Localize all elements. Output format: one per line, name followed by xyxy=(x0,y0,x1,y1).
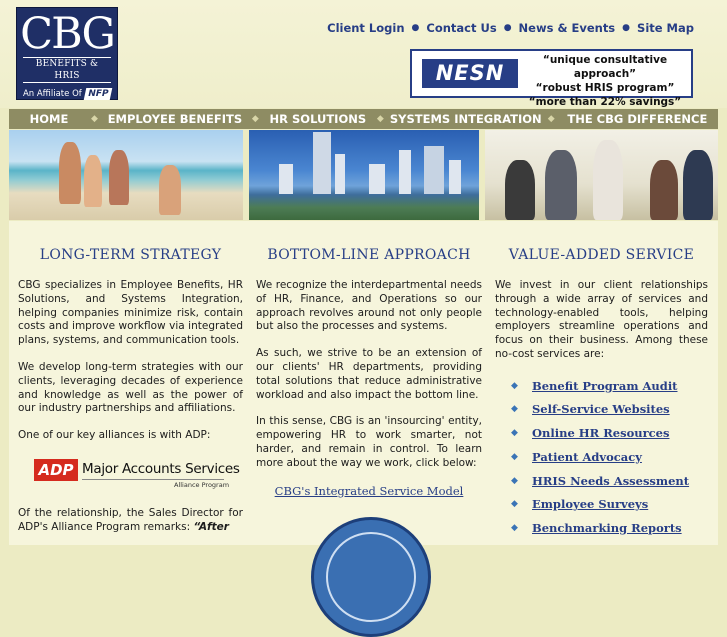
diamond-bullet-icon: ◆ xyxy=(511,522,518,533)
adp-alliance-logo[interactable] xyxy=(34,459,243,493)
paragraph: We recognize the interdepartmental needs of HR, Finance, and Operations so our approach revolves around not only people but also the processes and systems. xyxy=(256,279,482,333)
list-item[interactable] xyxy=(511,402,708,426)
business-meeting-photo xyxy=(485,130,718,220)
service-link[interactable]: Self-Service Websites xyxy=(532,402,670,417)
service-link[interactable]: Online HR Resources xyxy=(532,426,670,441)
paragraph: We invest in our client relationships through a wide array of services and technology-enabled tools, helping employers streamline operations and focus on their business. Among these no-cost services are: xyxy=(495,279,708,360)
boston-skyline-photo xyxy=(249,130,479,220)
nav-cbg-difference[interactable]: THE CBG DIFFERENCE xyxy=(567,112,708,126)
adp-subtitle: Alliance Program xyxy=(174,480,230,489)
paragraph-text: Of the relationship, the Sales Director for ADP's Alliance Program remarks: xyxy=(18,506,243,533)
integrated-service-model-link[interactable]: CBG's Integrated Service Model xyxy=(274,483,464,498)
site-map-link[interactable]: Site Map xyxy=(637,21,694,35)
list-item[interactable] xyxy=(511,450,708,474)
client-login-link[interactable]: Client Login xyxy=(327,21,405,35)
diamond-bullet-icon: ◆ xyxy=(511,380,518,391)
quote-line: “more than 22% savings” xyxy=(528,96,682,108)
nav-home[interactable]: HOME xyxy=(29,112,69,126)
diamond-bullet-icon: ◆ xyxy=(511,451,518,462)
paragraph: In this sense, CBG is an 'insourcing' entity, empowering HR to work smarter, not harder, and remain in control. To learn more about the way we work, click below: xyxy=(256,415,482,469)
logo-subtitle: BENEFITS & HRIS xyxy=(23,57,111,83)
nav-separator-icon: ◆ xyxy=(91,114,98,124)
nav-separator-icon: ◆ xyxy=(251,114,259,124)
paragraph xyxy=(18,507,243,535)
services-list xyxy=(511,379,708,545)
paragraph: One of our key alliances is with ADP: xyxy=(18,429,211,442)
diamond-bullet-icon: ◆ xyxy=(511,499,518,510)
paragraph: As such, we strive to be an extension of our clients' HR departments, providing total solutions that reduce administrative workload and also impact the bottom line. xyxy=(256,347,482,401)
diamond-bullet-icon: ◆ xyxy=(511,404,518,415)
banner-photos xyxy=(9,130,718,220)
wheel-ring xyxy=(326,532,416,622)
family-beach-photo xyxy=(9,130,243,220)
utility-links xyxy=(327,21,694,35)
column-heading: LONG-TERM STRATEGY xyxy=(39,247,222,263)
nav-separator-icon: ◆ xyxy=(547,114,555,124)
diamond-bullet-icon: ◆ xyxy=(511,475,518,486)
nesn-quotes xyxy=(520,53,690,109)
quote-line: “robust HRIS program” xyxy=(535,82,675,94)
adp-title: Major Accounts Services xyxy=(82,460,240,477)
bottom-line-approach-column xyxy=(256,221,482,498)
logo-name: CBG xyxy=(20,9,114,59)
service-model-wheel-graphic[interactable] xyxy=(311,517,431,637)
nesn-logo: NESN xyxy=(422,59,518,88)
value-added-service-column xyxy=(495,221,708,545)
column-heading: BOTTOM-LINE APPROACH xyxy=(267,247,471,263)
quote-line: “unique consultative approach” xyxy=(542,54,668,80)
nfp-logo: NFP xyxy=(83,88,112,100)
content-area xyxy=(9,221,718,545)
list-item[interactable] xyxy=(511,379,708,403)
long-term-strategy-column xyxy=(18,221,243,548)
bullet-icon: ● xyxy=(622,23,631,33)
paragraph: CBG specializes in Employee Benefits, HR Solutions, and Systems Integration, helping companies minimize risk, contain costs and improve workflow via integrated plans, systems, and communication tools. xyxy=(18,279,243,347)
cbg-logo[interactable] xyxy=(17,8,117,99)
adp-mark: ADP xyxy=(34,459,78,481)
list-item[interactable] xyxy=(511,521,708,545)
list-item[interactable] xyxy=(511,474,708,498)
nav-systems-integration[interactable]: SYSTEMS INTEGRATION xyxy=(389,112,542,126)
site-header xyxy=(0,0,727,108)
service-link[interactable]: Employee Surveys xyxy=(532,497,649,512)
service-link[interactable]: HRIS Needs Assessment xyxy=(532,473,690,488)
nav-hr-solutions[interactable]: HR SOLUTIONS xyxy=(269,112,367,126)
service-link[interactable]: Benefit Program Audit xyxy=(532,378,678,393)
nav-separator-icon: ◆ xyxy=(376,114,384,124)
paragraph: We develop long-term strategies with our clients, leveraging decades of experience and knowledge as well as the power of our industry partnerships and affiliations. xyxy=(18,360,243,415)
nesn-testimonial-banner[interactable] xyxy=(410,49,693,108)
list-item[interactable] xyxy=(511,426,708,450)
service-link[interactable]: Benchmarking Reports xyxy=(532,520,682,535)
bullet-icon: ● xyxy=(411,23,420,33)
bullet-icon: ● xyxy=(503,23,512,33)
service-link[interactable]: Patient Advocacy xyxy=(532,449,642,464)
divider xyxy=(82,479,224,480)
column-heading: VALUE-ADDED SERVICE xyxy=(508,247,695,263)
list-item[interactable] xyxy=(511,497,708,521)
quote-start: “After xyxy=(193,520,229,533)
affiliate-text: An Affiliate Of xyxy=(22,89,82,99)
news-events-link[interactable]: News & Events xyxy=(518,21,616,35)
nav-employee-benefits[interactable]: EMPLOYEE BENEFITS xyxy=(107,112,243,126)
logo-affiliate xyxy=(17,88,117,100)
diamond-bullet-icon: ◆ xyxy=(511,428,518,439)
main-nav xyxy=(9,109,718,129)
contact-us-link[interactable]: Contact Us xyxy=(426,21,497,35)
